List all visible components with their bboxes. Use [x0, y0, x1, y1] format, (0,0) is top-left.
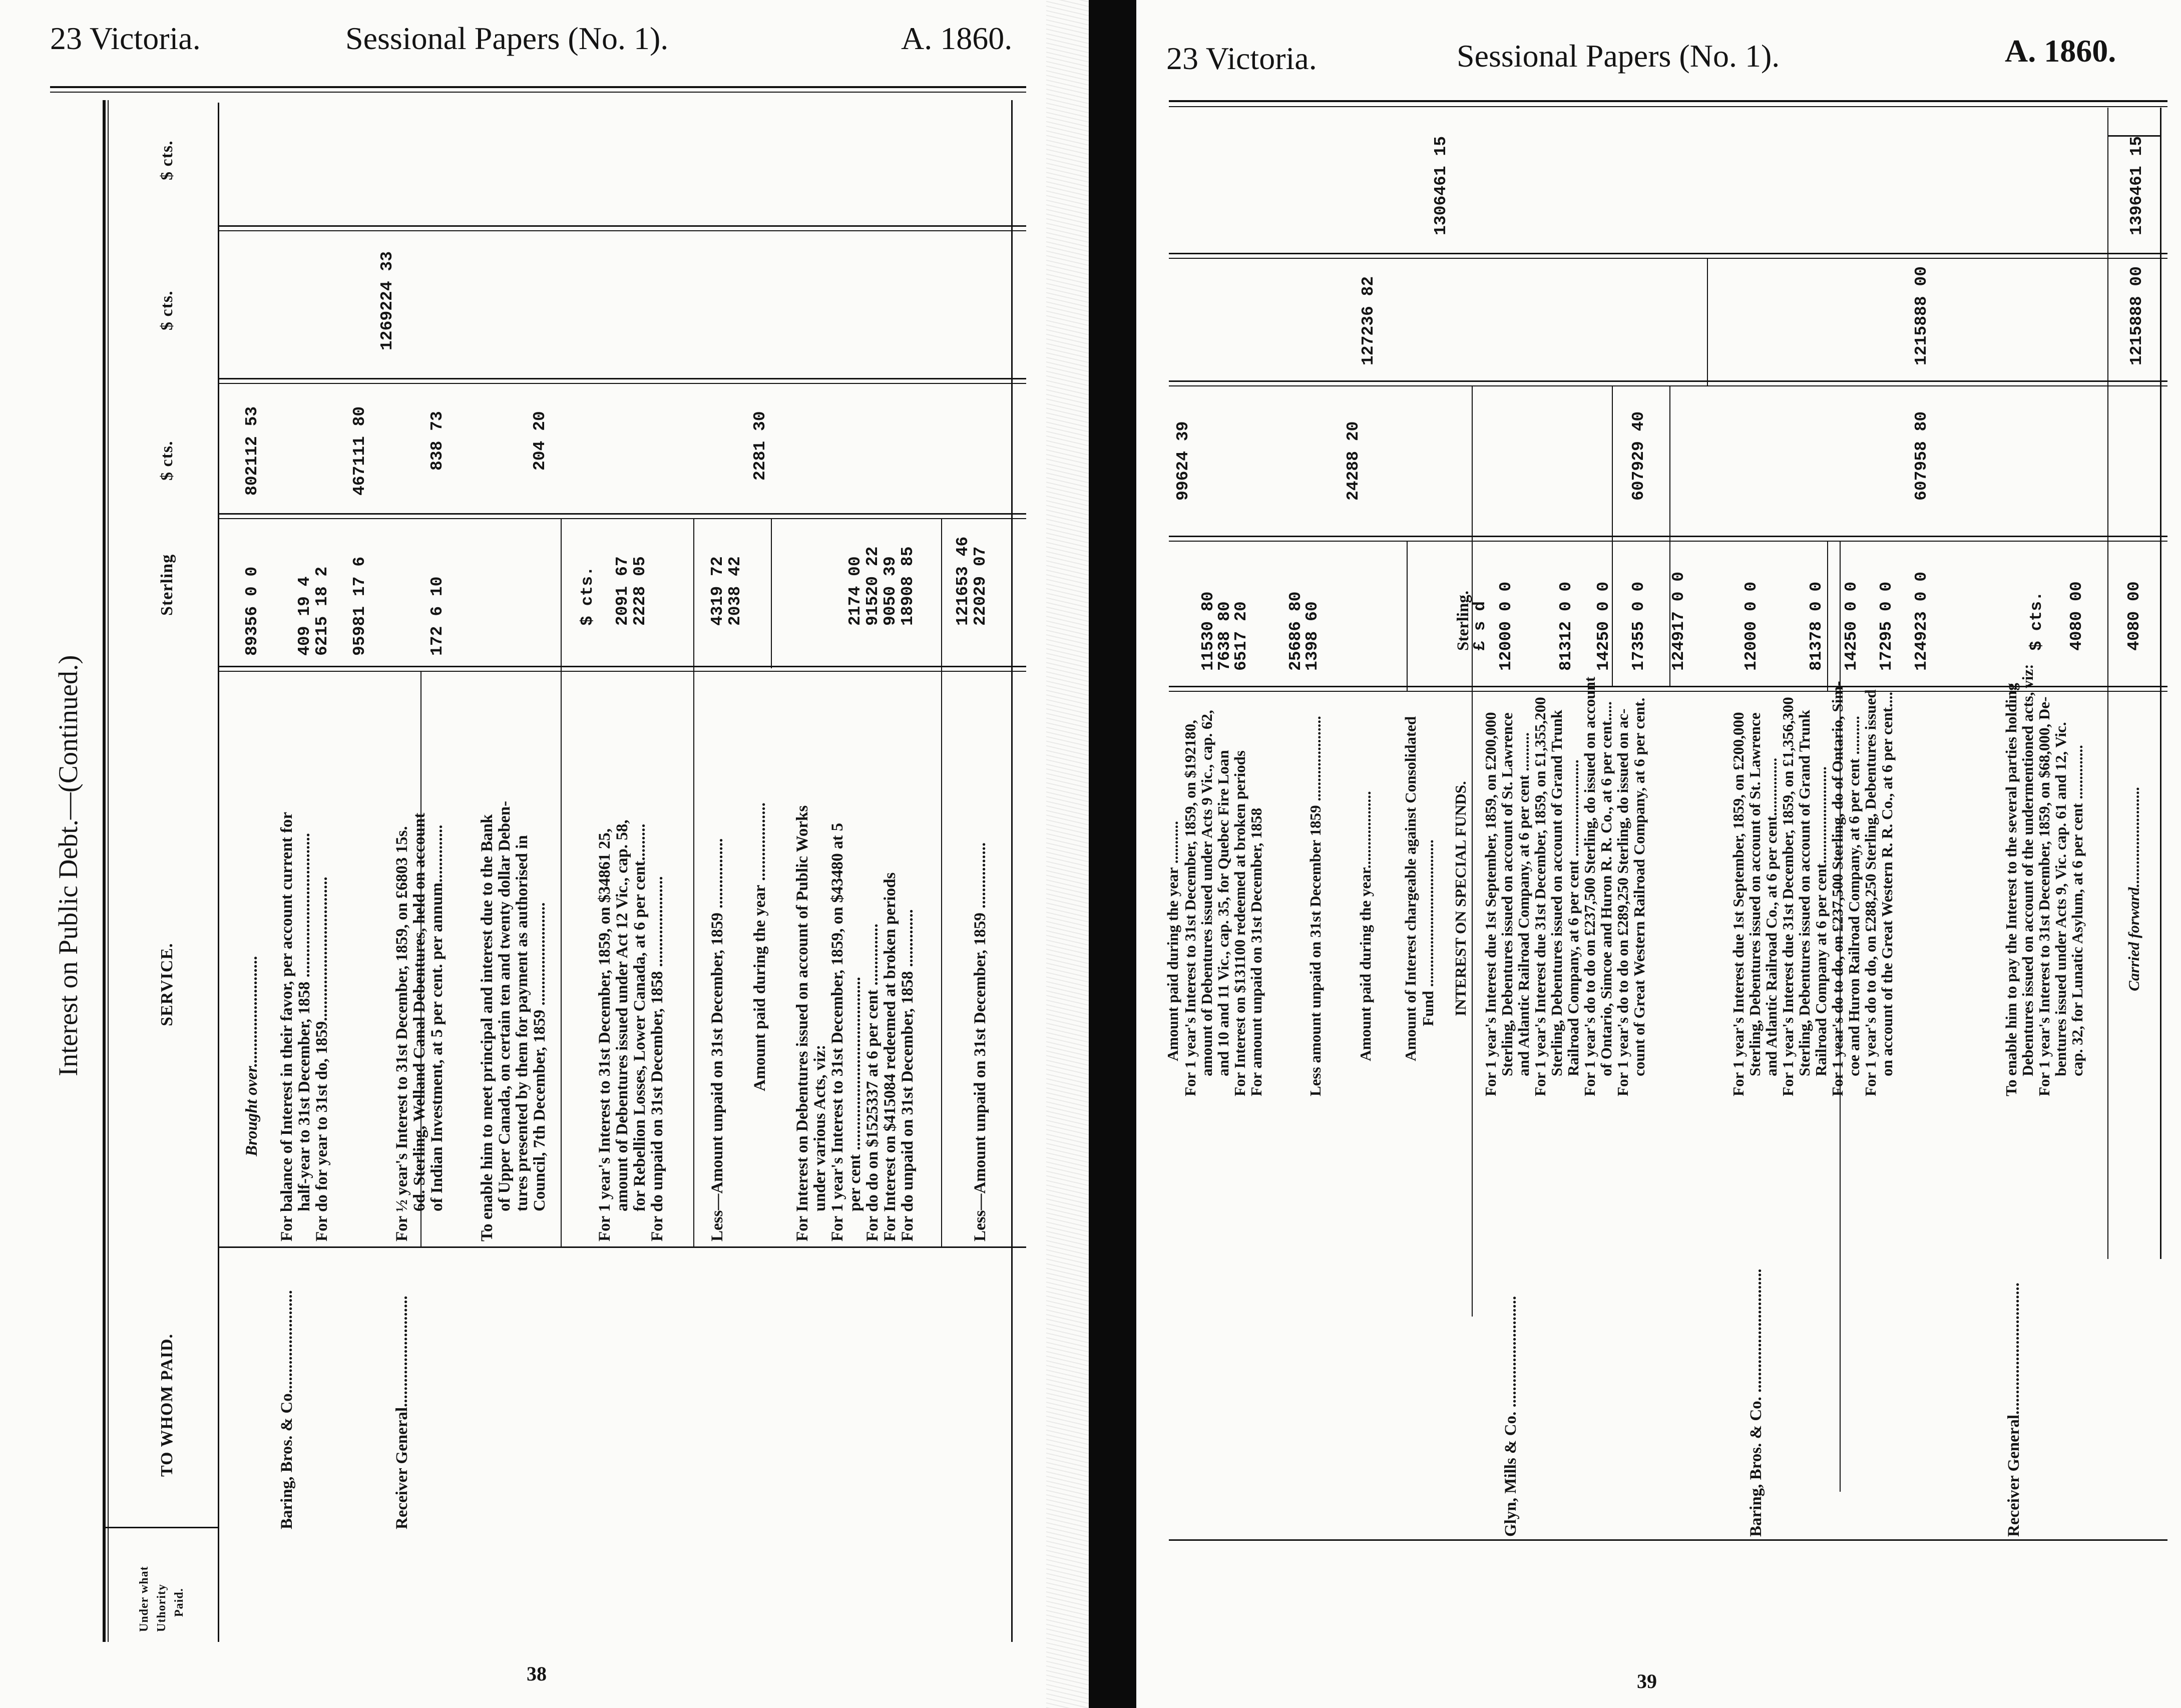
payee-receiver-general: Receiver General................................	[2005, 1282, 2023, 1537]
sterling-value: 124917 0 0	[1669, 571, 1688, 671]
service-header: SERVICE.	[158, 943, 176, 1026]
service-line: Railroad Company, at 6 per cent .........................	[1564, 759, 1582, 1076]
page-number: 38	[527, 1662, 547, 1685]
amount-value: 838 73	[428, 411, 447, 471]
payee-receiver-general: Receiver General...........................	[393, 1296, 411, 1529]
service-line: coe and Huron Railroad Company, at 6 per cent ..........	[1845, 716, 1863, 1076]
col1-divider	[1169, 380, 2167, 382]
service-line: of Ontario, Simcoe and Huron R. R. Co., at 6 per cent.....	[1597, 701, 1615, 1076]
side-title: Interest on Public Debt.—(Continued.)	[53, 655, 83, 1076]
service-line: count of Great Western Railroad Company, at 6 per cent.	[1630, 697, 1648, 1076]
service-line: For 1 year's do to do, on £237,500 Sterling, do of Ontario, Sim-	[1829, 681, 1846, 1096]
service-line: For 1 year's do to do on £289,250 Sterling, do issued on ac-	[1614, 708, 1631, 1096]
page-number: 39	[1637, 1670, 1657, 1692]
book-gutter	[1089, 0, 1136, 1708]
amount-value: 607958 80	[1912, 411, 1931, 501]
payee-divider	[218, 1246, 1026, 1248]
sterling-value: 7638 80	[1215, 601, 1234, 671]
dollar-header-1: $ cts.	[158, 441, 176, 481]
sterling-value: 17355 0 0	[1629, 581, 1648, 671]
service-line: Less—Amount unpaid on 31st December, 1859 ................	[971, 842, 989, 1241]
service-line: For 1 year's do to do on £237,500 Sterling, do issued on account	[1581, 676, 1598, 1096]
session-label: 23 Victoria.	[1166, 41, 1317, 76]
service-line: For 1 year's Interest to 31st December, 1859, on $34861 25,	[596, 828, 614, 1241]
amount-value: 1215888 00	[2127, 266, 2146, 365]
service-line: Amount paid during the year....................	[1357, 791, 1374, 1061]
service-line: Less amount unpaid on 31st December 1859 ......................	[1306, 716, 1324, 1096]
sterling-value: 22029 07	[971, 546, 990, 626]
brought-over: Brought over...........................	[243, 955, 261, 1156]
sterling-value: 2228 05	[631, 556, 649, 626]
col-divider	[218, 103, 219, 1642]
col1-divider	[218, 378, 1026, 379]
sterling-value: 9050 39	[881, 556, 900, 626]
to-whom-header: TO WHOM PAID.	[158, 1334, 176, 1477]
service-line: half-year to 31st December, 1858 ...................................	[295, 832, 313, 1211]
sterling-value: 25686 80	[1286, 591, 1305, 671]
year-label: A. 1860.	[2005, 33, 2116, 69]
dollar-header-2: $ cts.	[158, 290, 176, 330]
authority-header: Under what	[138, 1566, 151, 1632]
sterling-value: 81378 0 0	[1807, 581, 1826, 671]
service-line: amount of Debentures issued under Act 12 Vic., cap. 58,	[613, 819, 631, 1211]
service-line: For amount unpaid on 31st December, 1858	[1247, 807, 1265, 1096]
service-line: Debentures issued on account of the undermentioned acts, viz:	[2019, 664, 2036, 1076]
sterling-value: 81312 0 0	[1557, 581, 1575, 671]
service-line: For Interest on $415084 redeemed at broken periods	[881, 872, 899, 1241]
service-line: For 1 year's Interest due 1st September, 1859, on £200,000	[1729, 712, 1747, 1096]
carried-forward: Carried forward..........................	[2125, 786, 2142, 991]
service-line: Amount paid during the year ...................	[751, 802, 769, 1091]
dollar-header-3: $ cts.	[158, 140, 176, 180]
service-line: on account of the Great Western R. R. Co., at 6 per cent....	[1878, 691, 1896, 1076]
amount-value: 127236 82	[1359, 276, 1378, 365]
service-line: For 1 year's Interest to 31st December, 1859, on $43480 at 5	[828, 822, 846, 1241]
service-line: tures presented by them for payment as authorised in	[513, 835, 531, 1211]
year-label: A. 1860.	[901, 21, 1013, 56]
authority-header-2: Uthority	[155, 1584, 168, 1632]
sterling-cts-header: $ cts.	[578, 566, 597, 626]
service-line: bentures issued under Acts 9, Vic. cap. 61 and 12, Vic.	[2052, 722, 2069, 1076]
sterling-value: 124923 0 0	[1912, 571, 1931, 671]
service-line: For 1 year's Interest to 31st December, 1859, on $68,000, De-	[2035, 696, 2053, 1096]
service-line: of Upper Canada, on certain ten and twenty dollar Deben-	[496, 800, 514, 1211]
service-line: and Atlantic Railroad Co., at 6 per cent...............	[1763, 757, 1780, 1076]
service-line: Less—Amount unpaid on 31st December, 1859 .................	[708, 838, 726, 1241]
amount-value: 607929 40	[1629, 411, 1648, 501]
sterling-value: 91520 22	[863, 546, 882, 626]
service-line: Amount paid during the year ...........	[1164, 821, 1181, 1061]
sterling-value: 121653 46	[954, 536, 972, 626]
service-line: and 10 and 11 Vic., cap. 35, for Quebec Fire Loan	[1214, 750, 1232, 1076]
service-line: Sterling, Debentures issued on account of St. Lawrence	[1746, 712, 1764, 1076]
service-line: For 1 year's Interest due 31st December, 1859, on £1,355,200	[1531, 697, 1549, 1096]
service-line: Railroad Company at 6 per cent.........................	[1812, 766, 1830, 1076]
sterling-value: 89356 0 0	[243, 566, 261, 656]
service-line: For 1 year's Interest to 31st December, 1859, on $192180,	[1181, 720, 1199, 1096]
service-line: Sterling, Debentures issued on account of St. Lawrence	[1498, 712, 1516, 1076]
table-right-border	[2160, 108, 2161, 1259]
service-line: For do unpaid on 31st December, 1858 ......................	[648, 876, 666, 1241]
header-rule	[1169, 100, 2167, 102]
sterling-header: Sterling	[158, 554, 176, 616]
authority-header-3: Paid.	[173, 1588, 186, 1617]
sterling-subheader: Sterling.	[1454, 590, 1472, 651]
service-divider	[218, 666, 1026, 667]
service-line: for Rebellion Losses, Lower Canada, at 6 per cent.........	[631, 823, 649, 1211]
document-title: Sessional Papers (No. 1).	[1457, 38, 1780, 74]
col2-divider	[218, 225, 1026, 227]
service-line: For ½ year's Interest to 31st December, 1859, on £6803 15s.	[393, 826, 411, 1241]
service-line: For do do on $1525337 at 6 per cent ...............	[863, 924, 882, 1241]
col2-divider	[1169, 253, 2167, 254]
sterling-value: 14250 0 0	[1842, 581, 1861, 671]
amount-value: 2281 30	[751, 411, 769, 481]
sterling-value: 4080 00	[2067, 581, 2086, 651]
payee-divider	[1169, 1539, 2167, 1541]
amount-value: 24288 20	[1344, 421, 1363, 501]
header-rule-thin	[50, 92, 1026, 93]
header-rule	[50, 86, 1026, 88]
sterling-value: 2174 00	[846, 556, 864, 626]
sterling-value: 4080 00	[2125, 581, 2143, 651]
service-line: For 1 year's Interest due 31st December, 1859, on £1,356,300	[1779, 697, 1797, 1096]
service-line: For Interest on $131100 redeemed at broken periods	[1231, 750, 1248, 1096]
service-line: cap. 32, for Lunatic Asylum, at 6 per cent ..............	[2068, 745, 2086, 1076]
sterling-cts-header: $ cts.	[2027, 591, 2046, 651]
service-line: Fund ......................................	[1419, 839, 1437, 1026]
sterling-value: 14250 0 0	[1594, 581, 1613, 671]
payee-glyn-mills: Glyn, Mills & Co. ...........................	[1502, 1296, 1520, 1537]
session-label: 23 Victoria.	[50, 21, 201, 56]
service-line: For 1 year's do to do, on £288,250 Sterling, Debentures issued	[1862, 689, 1879, 1096]
service-line: For Interest on Debentures issued on account of Public Works	[793, 805, 811, 1241]
amount-value: 99624 39	[1174, 421, 1192, 501]
sterling-value: 1398 60	[1303, 601, 1322, 671]
amount-value: 467111 80	[350, 406, 369, 496]
amount-value: 1215888 00	[1912, 266, 1931, 365]
sterling-value: 4319 72	[708, 556, 727, 626]
right-page	[1136, 0, 2181, 1708]
sterling-value: 11530 80	[1199, 591, 1217, 671]
sterling-value: 17295 0 0	[1877, 581, 1896, 671]
service-line: To enable him to meet principal and interest due to the Bank	[478, 814, 496, 1241]
service-line: For balance of Interest in their favor, per account current for	[278, 811, 296, 1241]
service-line: Sterling, Debentures issued on account of Grand Trunk	[1796, 709, 1813, 1076]
service-line: 6d. Sterling, Welland Canal Debentures, held on account	[410, 812, 428, 1211]
special-funds-heading: INTEREST ON SPECIAL FUNDS.	[1452, 781, 1469, 1016]
amount-total: 1306461 15	[1432, 136, 1450, 235]
payee-baring: Baring, Bros. & Co.........................	[278, 1290, 296, 1529]
service-line: To enable him to pay the Interest to the several parties holding	[2002, 683, 2020, 1096]
service-line: For 1 year's Interest due 1st September, 1859, on £200,000	[1482, 712, 1499, 1096]
sterling-divider	[1169, 536, 2167, 537]
sterling-value: 18908 85	[899, 546, 917, 626]
sterling-value: 6517 20	[1232, 601, 1250, 671]
sterling-value: 409 19 4	[295, 576, 314, 656]
sterling-units: £ s d	[1471, 601, 1489, 651]
sterling-value: 95981 17 6	[350, 556, 369, 656]
sterling-value: 172 6 10	[428, 576, 447, 656]
service-line: of Indian Investment, at 5 per cent. per annum..............	[428, 824, 446, 1211]
authority-divider	[105, 1527, 218, 1528]
sterling-divider	[218, 513, 1026, 515]
left-page	[0, 0, 1089, 1708]
service-line: per cent ..........................................	[846, 977, 864, 1211]
service-line: and Atlantic Railroad Company, at 6 per cent ..........	[1515, 732, 1532, 1076]
amount-value: 802112 53	[243, 406, 261, 496]
service-line: Amount of Interest chargeable against Consolidated	[1402, 716, 1419, 1061]
sterling-value: 12000 0 0	[1742, 581, 1761, 671]
amount-total: 1396461 15	[2127, 136, 2146, 235]
amount-total: 1269224 33	[378, 251, 396, 350]
service-line: For do unpaid on 31st December, 1858 ..............	[899, 909, 917, 1241]
table-left-border	[103, 100, 106, 1642]
table-right-border	[1011, 100, 1013, 1642]
payee-baring: Baring, Bros. & Co. ..............................	[1747, 1268, 1765, 1537]
sterling-value: 6215 18 2	[313, 566, 331, 656]
sterling-value: 2038 42	[726, 556, 744, 626]
service-line: Sterling, Debentures issued on account of Grand Trunk	[1548, 709, 1565, 1076]
sterling-value: 2091 67	[613, 556, 632, 626]
service-line: amount of Debentures issued under Acts 9 Vic., cap. 62,	[1198, 710, 1215, 1076]
sterling-value: 12000 0 0	[1497, 581, 1515, 671]
document-title: Sessional Papers (No. 1).	[345, 21, 669, 56]
service-line: For do for year to 31st do, 1859...................................	[313, 877, 331, 1241]
amount-value: 204 20	[531, 411, 549, 471]
service-line: Council, 7th December, 1859 .........................	[531, 902, 549, 1211]
service-line: under various Acts, viz:	[811, 1044, 829, 1211]
